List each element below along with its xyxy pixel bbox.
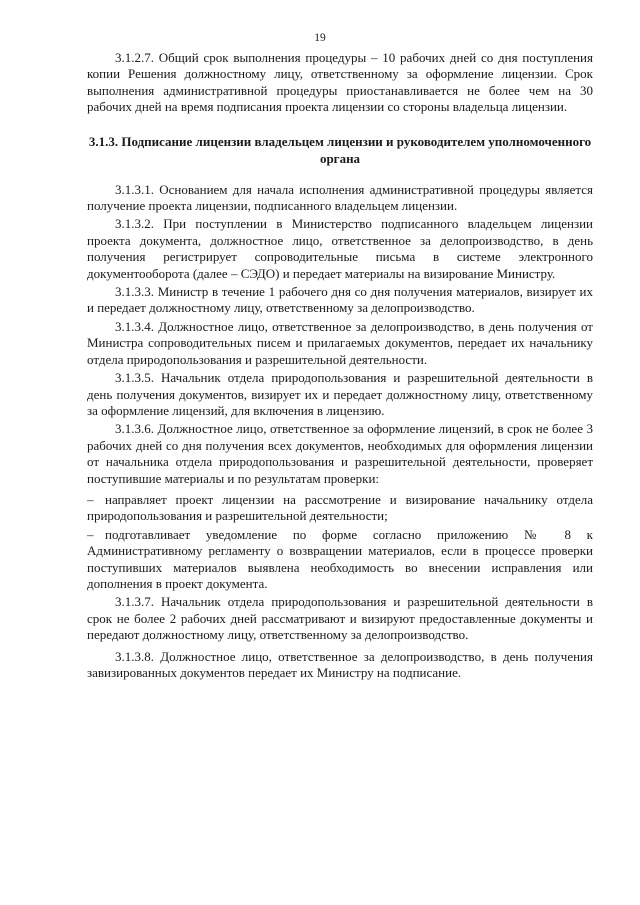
paragraph-3-1-3-2: 3.1.3.2. При поступлении в Министерство подписанного владельцем лицензии проекта документа, должностное лицо, ответственное за делопроизводство, в день получения регистрирует сопроводительные письма в системе электронного документооборота (далее – СЭДО) и передает материалы на визирование Министру. <box>87 216 593 281</box>
paragraph-3-1-3-7: 3.1.3.7. Начальник отдела природопользования и разрешительной деятельности в срок не более 2 рабочих дней рассматривают и визируют предоставленные документы и передают должностному лицу, ответственному за делопроизводство. <box>87 594 593 643</box>
paragraph-3-1-3-3: 3.1.3.3. Министр в течение 1 рабочего дня со дня получения материалов, визирует их и передает должностному лицу, ответственному за делопроизводство. <box>87 284 593 316</box>
page-number: 19 <box>314 32 326 44</box>
list-marker: – <box>87 491 94 507</box>
paragraph-3-1-3-4: 3.1.3.4. Должностное лицо, ответственное за делопроизводство, в день получения от Министра сопроводительных писем и прилагаемых документов, передает их начальнику отдела природопользования и разрешительной деятельности. <box>87 318 593 367</box>
paragraph-3-1-3-5: 3.1.3.5. Начальник отдела природопользования и разрешительной деятельности в день получения документов, визирует их и передает должностному лицу, ответственному за оформление лицензий, для включения в лицензию. <box>87 370 593 418</box>
paragraph-3-1-3-6: 3.1.3.6. Должностное лицо, ответственное за оформление лицензий, в срок не более 3 рабочих дней со дня получения всех документов, необходимых для оформления лицензии от начальника отдела природопользования и разрешительной деятельности, проверяет поступившие материалы и по результатам проверки: <box>87 421 593 486</box>
paragraph-3-1-2-7: 3.1.2.7. Общий срок выполнения процедуры – 10 рабочих дней со дня поступления копии Решения должностному лицу, ответственному за оформление лицензии. Срок выполнения административной процедуры приостанавливается не более чем на 30 рабочих дней на время подписания проекта лицензии со стороны владельца лицензии. <box>87 50 593 115</box>
list-item-text: подготавливает уведомление по форме согласно приложению № 8 к Административному регламенту о возвращении материалов, если в процессе проверки поступивших материалов выявлена необходимость во внесении исправления или дополнения в проект документа. <box>87 526 593 591</box>
section-heading-3-1-3: 3.1.3. Подписание лицензии владельцем лицензии и руководителем уполномоченного органа <box>88 133 592 166</box>
document-body <box>87 50 593 681</box>
list-item <box>87 492 593 525</box>
paragraph-3-1-3-1: 3.1.3.1. Основанием для начала исполнения административной процедуры является получение проекта лицензии, подписанного владельцем лицензии. <box>87 181 593 214</box>
paragraph-3-1-3-8: 3.1.3.8. Должностное лицо, ответственное за делопроизводство, в день получения завизированных документов передает их Министру на подписание. <box>87 648 593 680</box>
list-item <box>87 527 593 593</box>
list-marker: – <box>87 526 94 542</box>
list-item-text: направляет проект лицензии на рассмотрение и визирование начальнику отдела природопользования и разрешительной деятельности; <box>87 491 593 524</box>
